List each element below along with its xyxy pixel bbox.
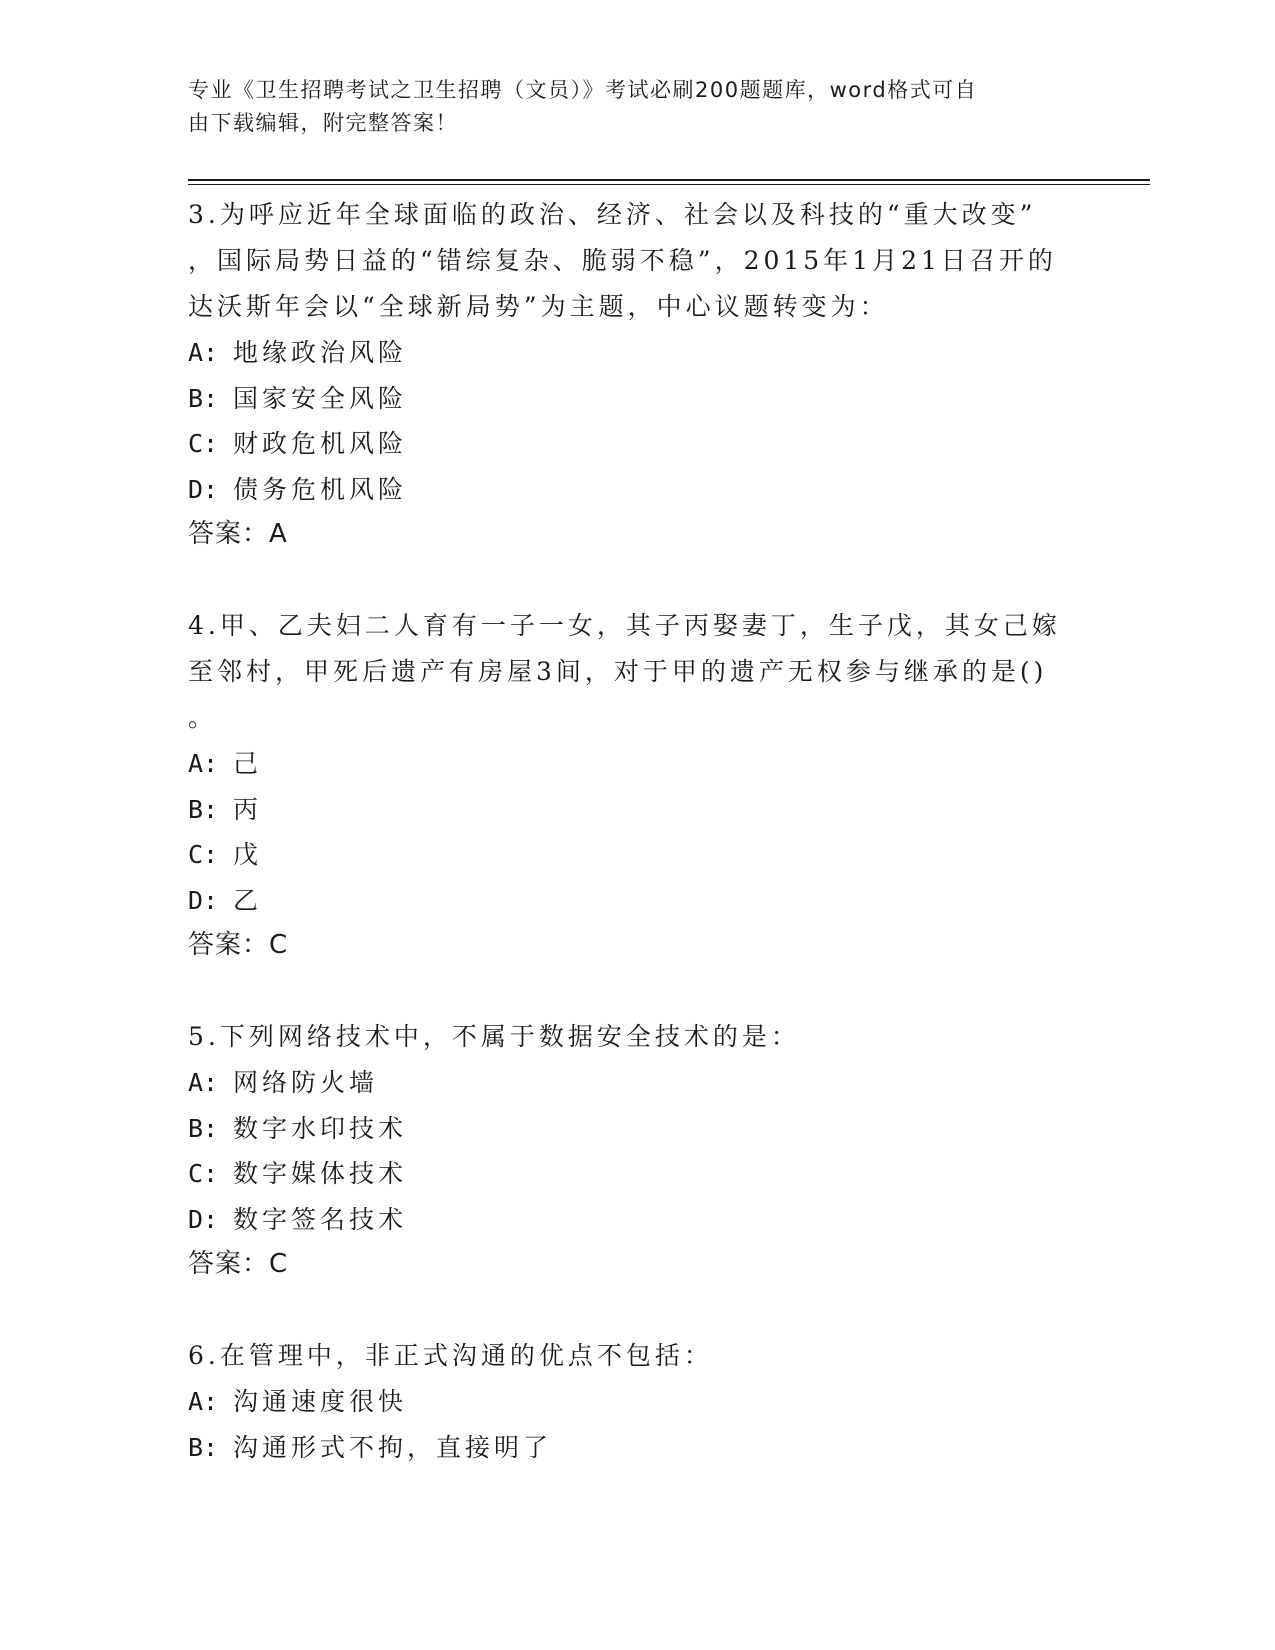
option-text: 乙 [233,885,263,915]
option-text: 数字媒体技术 [233,1159,408,1188]
option-letter: D: [188,1204,219,1234]
option-letter: B: [188,383,219,413]
option-text: 丙 [233,794,263,824]
option-letter: C: [188,840,219,869]
option-a [188,1060,1088,1106]
option-letter: D: [188,885,219,915]
option-c [188,421,1088,467]
option-text: 财政危机风险 [233,429,408,458]
option-letter: D: [188,474,219,504]
option-letter: A: [188,1387,219,1416]
answer-line: 答案：A [188,519,288,549]
option-text: 债务危机风险 [233,474,408,504]
spacer [188,968,1088,1014]
option-b [188,376,1088,422]
option-c [188,832,1088,878]
option-letter: A: [188,1068,219,1097]
question-text-line: 至邻村，甲死后遗产有房屋3间，对于甲的遗产无权参与继承的是() [188,657,1048,686]
option-letter: A: [188,338,219,367]
header-divider-thick [188,179,1150,181]
question-text-line: 达沃斯年会以“全球新局势”为主题，中心议题转变为： [188,292,889,321]
option-a [188,330,1088,376]
question-5 [188,1014,1088,1287]
option-b [188,1106,1088,1152]
header-line-1: 专业《卫生招聘考试之卫生招聘（文员）》考试必刷200题题库，word格式可自 [188,78,978,102]
option-text: 网络防火墙 [233,1068,379,1097]
option-letter: B: [188,794,219,824]
question-text-line: 6.在管理中，非正式沟通的优点不包括： [188,1341,713,1370]
question-6 [188,1333,1088,1470]
option-text: 国家安全风险 [233,383,408,413]
option-d [188,467,1088,513]
spacer [188,1287,1088,1333]
option-c [188,1151,1088,1197]
option-text: 沟通形式不拘，直接明了 [233,1432,553,1462]
option-letter: C: [188,1159,219,1188]
question-text-line: ，国际局势日益的“错综复杂、脆弱不稳”，2015年1月21日召开的 [188,246,1057,275]
question-3 [188,192,1088,557]
question-text-line: 3.为呼应近年全球面临的政治、经济、社会以及科技的“重大改变” [188,200,1037,229]
question-text-line: 5.下列网络技术中，不属于数据安全技术的是： [188,1022,800,1051]
page-header [188,74,1068,140]
option-text: 地缘政治风险 [233,338,408,367]
option-text: 数字水印技术 [233,1113,408,1143]
option-text: 数字签名技术 [233,1204,408,1234]
option-d [188,878,1088,924]
question-text-line: 。 [188,703,218,732]
header-line-2: 由下载编辑，附完整答案！ [188,111,458,135]
option-letter: A: [188,749,219,778]
option-letter: C: [188,429,219,458]
option-a [188,741,1088,787]
option-letter: B: [188,1113,219,1143]
option-letter: B: [188,1432,219,1462]
option-d [188,1197,1088,1243]
option-text: 沟通速度很快 [233,1387,408,1416]
question-text-line: 4.甲、乙夫妇二人育有一子一女，其子丙娶妻丁，生子戊，其女己嫁 [188,611,1061,640]
option-b [188,1425,1088,1471]
answer-line: 答案：C [188,1249,289,1279]
header-divider-thin [188,184,1150,185]
option-a [188,1379,1088,1425]
answer-line: 答案：C [188,930,289,960]
option-b [188,787,1088,833]
question-4 [188,603,1088,968]
question-list [188,192,1088,1470]
option-text: 戊 [233,840,263,869]
spacer [188,557,1088,603]
option-text: 己 [233,749,263,778]
